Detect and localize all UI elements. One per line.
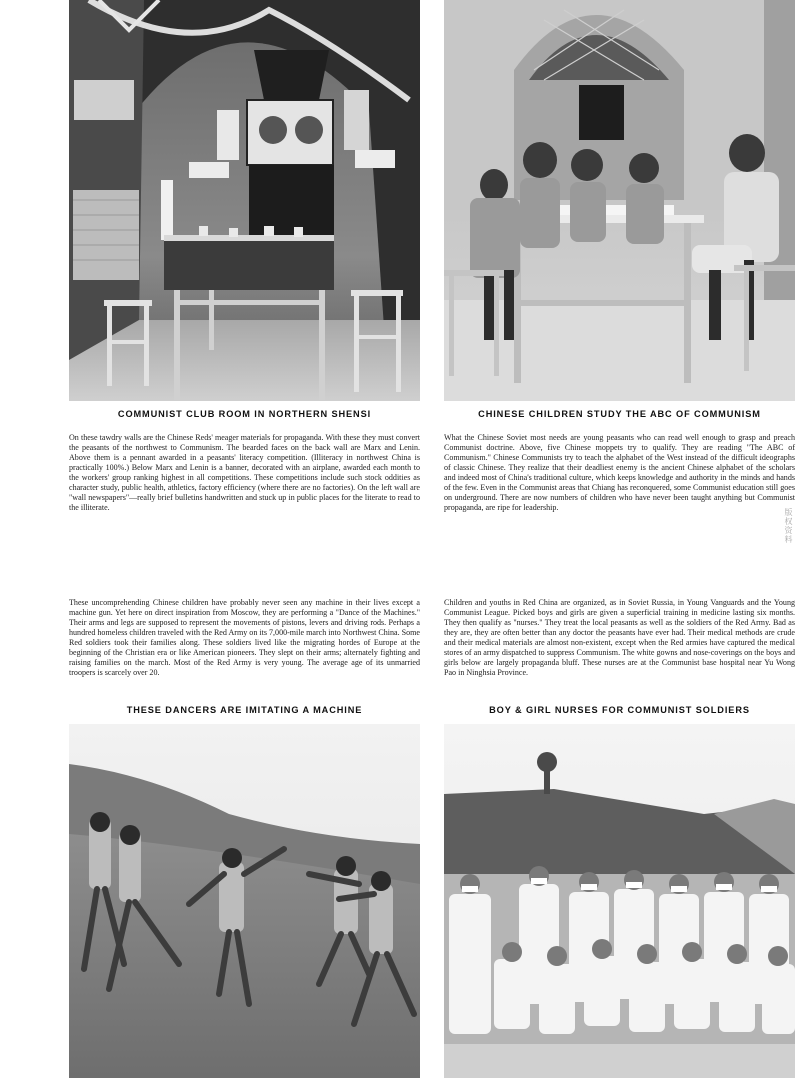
caption-club-room: COMMUNIST CLUB ROOM IN NORTHERN SHENSI bbox=[117, 409, 372, 419]
caption-children-study: CHINESE CHILDREN STUDY THE ABC OF COMMUNISM bbox=[478, 409, 761, 419]
photo-nurses bbox=[444, 724, 795, 1078]
body-children-study: What the Chinese Soviet most needs are young peasants who can read well enough to grasp and preach Communist doctrine. Above, five Chinese moppets try to qualify. They are reading "The ABC of Communism." Chinese Communists try to teach the alphabet of the West instead of the difficult ideographs of classic Chinese. They realize that their deadliest enemy is the ancient Chinese alphabet of the scholars and indeed most of China's traditional culture, which keeps knowledge and authority in the minds and hands of the few. Even in the Communist areas that Chiang has reconquered, some Communist education still goes on underground. There are now numbers of children who have never been taught anything but Communist propaganda, are ripe for leadership. bbox=[444, 433, 795, 513]
caption-nurses: BOY & GIRL NURSES FOR COMMUNIST SOLDIERS bbox=[489, 705, 750, 715]
body-club-room: On these tawdry walls are the Chinese Reds' meager materials for propaganda. With these they must convert the peasants of the northwest to Communism. The bearded faces on the back wall are Marx and Lenin. Above them is a pennant awarded in a peasants' literacy competition. (Illiteracy in northwest China is practically 100%.) Below Marx and Lenin is a banner, decorated with an airplane, awarded each month to the workers' group ranking highest in all competitions. These competitions include such stock oddities as character study, public health, athletics, factory efficiency (where there are no factories). On the left wall are "wall newspapers"—really brief bulletins handwritten and stuck up in public places for the literate to read to the illiterate. bbox=[69, 433, 420, 513]
photo-dancers bbox=[69, 724, 420, 1078]
photo-club-room bbox=[69, 0, 420, 401]
caption-dancers: THESE DANCERS ARE IMITATING A MACHINE bbox=[126, 705, 363, 715]
body-nurses: Children and youths in Red China are organized, as in Soviet Russia, in Young Vanguards and the Young Communist League. Picked boys and girls are given a superficial training in medicine lasting six months. They then qualify as "nurses." They treat the local peasants as well as the soldiers of the Red Army. Bad as they are, they are often better than any doctor the peasants have ever had. Their medical methods are crude and their medical materials are almost non-existent, except when the Red armies have captured the medical stores of an army dispatched to suppress Communism. The white gowns and nose-coverings on the boys and girls below are largely propaganda bluff. These nurses are at the Communist base hospital near Yu Wong Pao in Ninghsia Province. bbox=[444, 598, 795, 678]
photo-children-reading bbox=[444, 0, 795, 401]
margin-stamp: 版权资料 bbox=[784, 508, 793, 544]
body-dancers: These uncomprehending Chinese children have probably never seen any machine in their lives except a machine gun. Yet here on direct inspiration from Moscow, they are performing a "Dance of the Machines." Their arms and legs are supposed to represent the movements of pistons, levers and driving rods. Perhaps a hundred homeless children traveled with the Red Army on its 7,000-mile march into Northwest China. Some Red soldiers took their families along. These soldiers lived like the migrating hordes of Europe at the beginning of the Christian era or like American pioneers. They slept on their arms; alternately fighting and raising families on the march. Most of the Red Army is very young. The average age of its unmarried troopers is scarcely over 20. bbox=[69, 598, 420, 678]
